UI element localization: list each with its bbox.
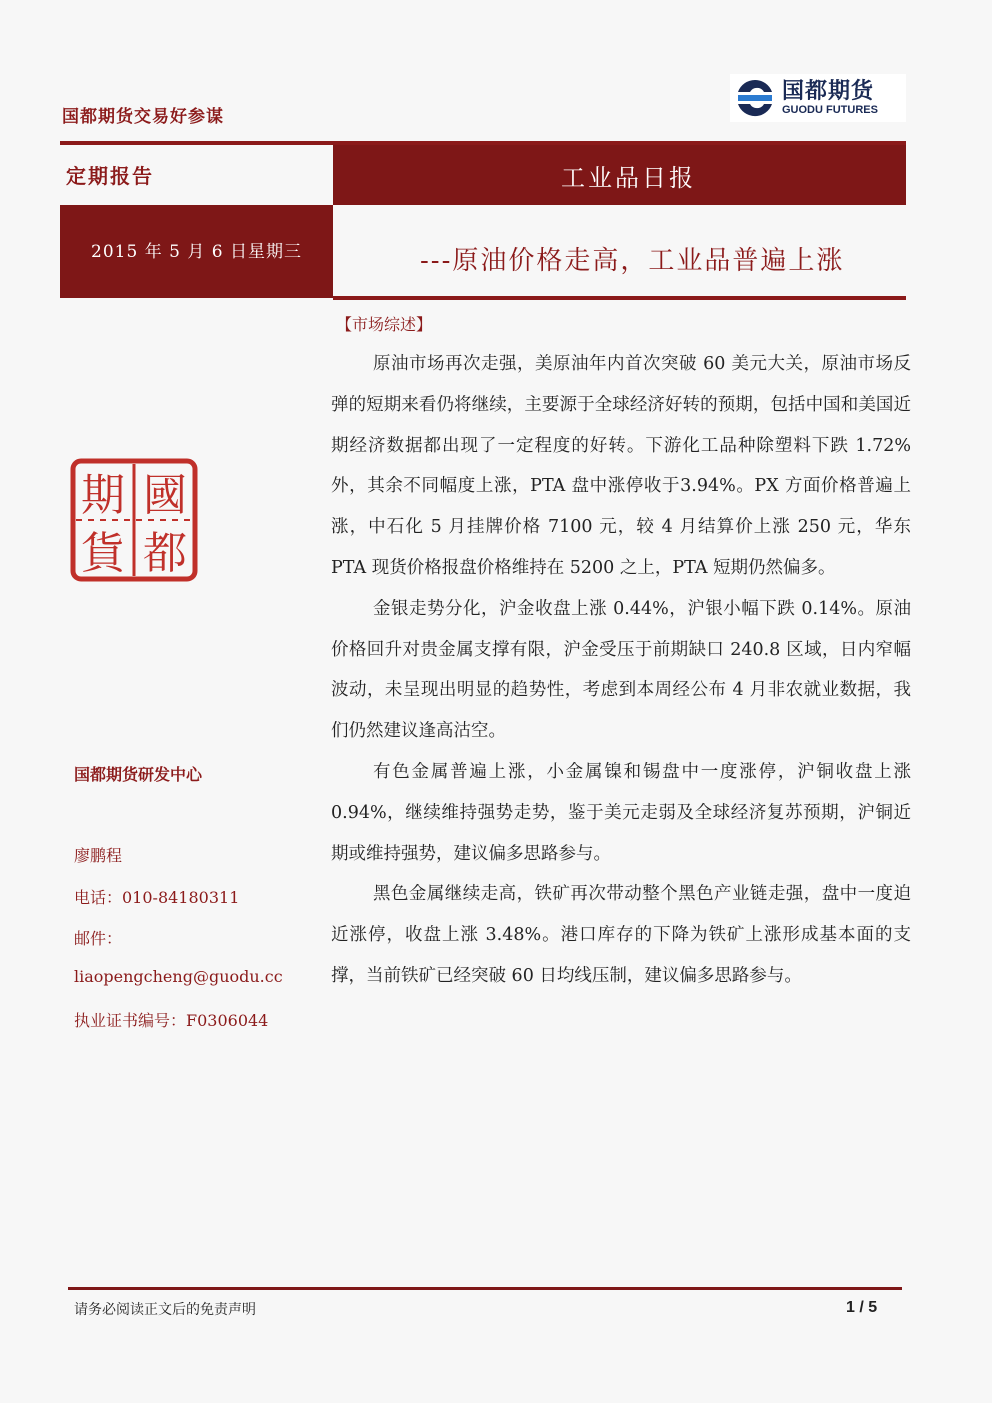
logo-chinese-name: 国都期货 [782, 78, 875, 104]
license-number: 执业证书编号：F0306044 [74, 1011, 269, 1030]
paragraph: 有色金属普遍上涨，小金属镍和锡盘中一度涨停，沪铜收盘上涨 0.94%，继续维持强势走势，鉴于美元走弱及全球经济复苏预期，沪铜近期或维持强势，建议偏多思路参与。 [331, 761, 911, 864]
company-seal [70, 458, 198, 582]
svg-text:國: 國 [143, 470, 187, 521]
report-title: 工业品日报 [561, 163, 696, 192]
paragraph: 原油市场再次走强，美原油年内首次突破 60 美元大关，原油市场反弹的短期来看仍将继续，主要源于全球经济好转的预期，包括中国和美国近期经济数据都出现了一定程度的好转。下游化工品种除塑料下跌 1.72%外，其余不同幅度上涨，PTA 盘中涨停收于3.94%。PX 方面价格普遍上涨，中石化 5 月挂牌价格 7100 元，较 4 月结算价上涨 250 元，华东 PTA 现货价格报盘价格维持在 5200 之上，PTA 短期仍然偏多。 [331, 354, 911, 578]
page-number: 1 / 5 [846, 1299, 878, 1316]
report-subtitle: ---原油价格走高，工业品普遍上涨 [420, 246, 845, 276]
phone: 电话：010-84180311 [74, 888, 240, 907]
svg-text:貨: 貨 [81, 528, 125, 579]
research-center: 国都期货研发中心 [74, 765, 203, 784]
section-heading: 【市场综述】 [336, 315, 433, 334]
report-date: 2015 年 5 月 6 日星期三 [91, 242, 302, 262]
disclaimer-note: 请务必阅读正文后的免责声明 [74, 1302, 256, 1318]
email-link[interactable]: liaopengcheng@guodu.cc [74, 967, 283, 986]
logo-english-name: GUODU FUTURES [782, 103, 878, 116]
paragraph: 黑色金属继续走高，铁矿再次带动整个黑色产业链走强，盘中一度迫近涨停，收盘上涨 3.48%。港口库存的下降为铁矿上涨形成基本面的支撑，当前铁矿已经突破 60 日均线压制，建议偏多思路参与。 [331, 884, 911, 986]
report-type: 定期报告 [66, 164, 154, 188]
paragraph: 金银走势分化，沪金收盘上涨 0.44%，沪银小幅下跌 0.14%。原油价格回升对贵金属支撑有限，沪金受压于前期缺口 240.8 区域，日内窄幅波动，未呈现出明显的趋势性，考虑到本周经公布 4 月非农就业数据，我们仍然建议逢高沽空。 [331, 598, 911, 742]
article-body [331, 344, 911, 997]
footer-rule [68, 1287, 902, 1290]
svg-text:都: 都 [143, 528, 187, 579]
subtitle-rule [333, 296, 906, 300]
logo-mark-icon [734, 78, 776, 118]
author-name: 廖鹏程 [74, 846, 123, 865]
company-logo [730, 74, 906, 122]
date-banner [60, 205, 333, 298]
title-banner [333, 145, 906, 205]
svg-text:期: 期 [81, 470, 125, 521]
email-label: 邮件： [74, 929, 123, 948]
slogan: 国都期货交易好参谋 [62, 107, 224, 127]
